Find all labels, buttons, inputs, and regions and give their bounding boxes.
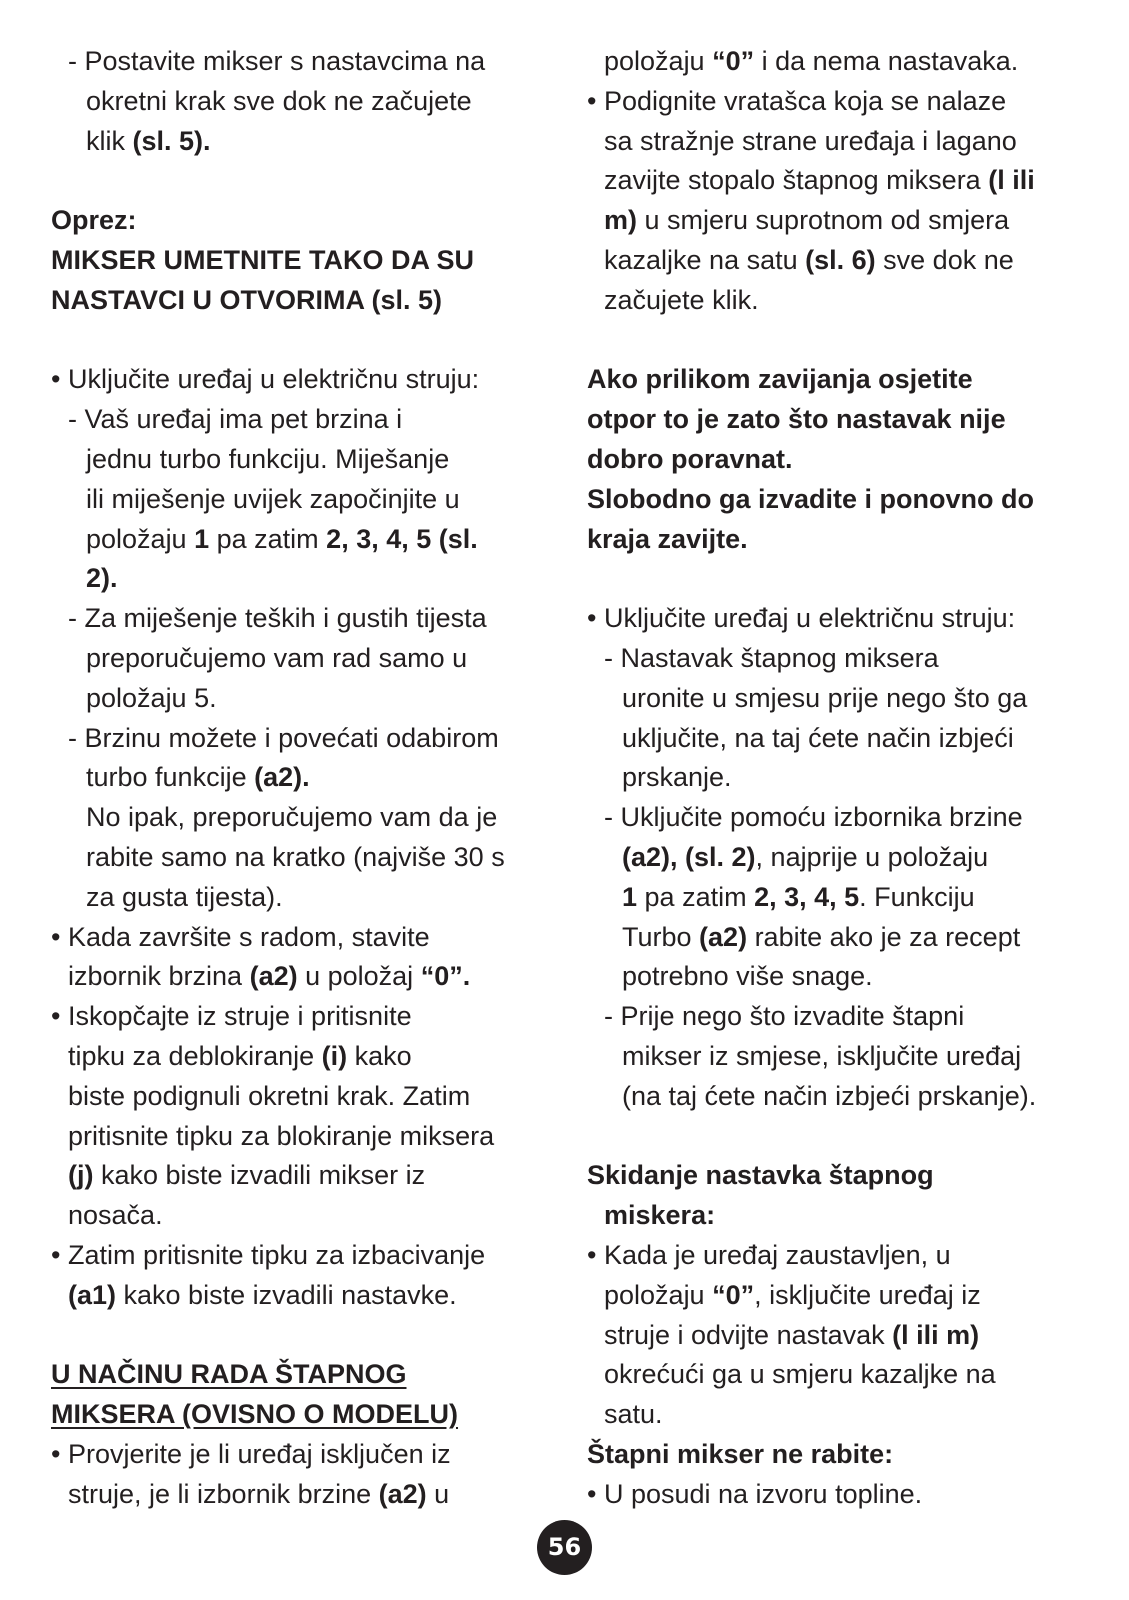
text-line xyxy=(51,400,551,440)
text-line xyxy=(587,997,1107,1037)
bold-text: (i) xyxy=(321,1040,348,1071)
bold-text: “0” xyxy=(712,1279,755,1310)
bold-text: Skidanje nastavka štapnog xyxy=(587,1160,934,1191)
bold-text: (a2). xyxy=(254,762,310,793)
text-line xyxy=(587,599,1107,639)
bold-text: 1 xyxy=(622,881,638,912)
text-line xyxy=(51,758,551,798)
text-run: klik xyxy=(86,125,133,156)
bold-text: m) xyxy=(604,205,637,236)
paragraph-spacer xyxy=(51,1316,551,1356)
text-run: okrećući ga u smjeru kazaljke na xyxy=(604,1359,996,1390)
text-run: Turbo xyxy=(622,921,700,952)
bold-text: (a2) xyxy=(699,921,748,952)
page-number-badge: 56 xyxy=(537,1520,592,1575)
text-run: zavijte stopalo štapnog miksera xyxy=(604,165,989,196)
text-run: za gusta tijesta). xyxy=(86,881,283,912)
text-line xyxy=(587,440,1107,480)
text-line xyxy=(51,1276,551,1316)
text-line xyxy=(51,1236,551,1276)
text-line xyxy=(587,1475,1107,1515)
text-line xyxy=(51,1117,551,1157)
text-line xyxy=(51,599,551,639)
text-run: položaju xyxy=(604,1279,713,1310)
text-line xyxy=(587,1236,1107,1276)
text-line xyxy=(51,122,551,162)
text-run: satu. xyxy=(604,1399,663,1430)
text-run: rabite samo na kratko (najviše 30 s xyxy=(86,841,505,872)
text-run: , najprije u položaju xyxy=(755,841,989,872)
text-run: mikser iz smjese, isključite uređaj xyxy=(622,1040,1022,1071)
text-line xyxy=(587,758,1107,798)
bold-text: 2). xyxy=(86,563,118,594)
text-line xyxy=(51,559,551,599)
text-run: biste podignuli okretni krak. Zatim xyxy=(68,1080,471,1111)
paragraph-spacer xyxy=(51,161,551,201)
bold-text: (a2) xyxy=(249,961,298,992)
text-line xyxy=(51,281,551,321)
text-run: preporučujemo vam rad samo u xyxy=(86,642,468,673)
text-run: u položaj xyxy=(297,961,421,992)
text-line xyxy=(51,42,551,82)
bold-text: (a2), (sl. 2) xyxy=(622,841,756,872)
bold-text: (sl. 5). xyxy=(132,125,211,156)
text-line xyxy=(587,82,1107,122)
text-run: - Vaš uređaj ima pet brzina i xyxy=(68,404,403,435)
text-run: pritisnite tipku za blokiranje miksera xyxy=(68,1120,495,1151)
text-run: kako biste izvadili mikser iz xyxy=(93,1160,426,1191)
text-line xyxy=(587,957,1107,997)
right-text-column xyxy=(587,42,1107,1514)
text-run: • Zatim pritisnite tipku za izbacivanje xyxy=(51,1239,486,1270)
bold-text: miskera: xyxy=(604,1200,716,1231)
text-run: prskanje. xyxy=(622,762,732,793)
text-line xyxy=(51,1196,551,1236)
text-line xyxy=(51,878,551,918)
text-run: kako xyxy=(347,1040,412,1071)
bold-text: (a1) xyxy=(68,1279,117,1310)
text-line xyxy=(51,440,551,480)
text-line xyxy=(587,639,1107,679)
bold-text: (l ili xyxy=(988,165,1035,196)
bold-text: 1 xyxy=(194,523,210,554)
text-run: sve dok ne xyxy=(875,244,1014,275)
text-run: . Funkciju xyxy=(859,881,975,912)
text-run: struje i odvijte nastavak xyxy=(604,1319,893,1350)
text-run: u smjeru suprotnom od smjera xyxy=(637,205,1010,236)
text-line xyxy=(51,679,551,719)
text-run: i da nema nastavaka. xyxy=(754,46,1019,76)
text-line xyxy=(587,1355,1107,1395)
text-line xyxy=(51,1037,551,1077)
text-line xyxy=(51,1156,551,1196)
text-run: - Uključite pomoću izbornika brzine xyxy=(604,802,1023,833)
text-run: • Uključite uređaj u električnu struju: xyxy=(587,603,1016,634)
text-line xyxy=(587,1435,1107,1475)
text-line xyxy=(51,798,551,838)
text-line xyxy=(51,480,551,520)
bold-text: (sl. 6) xyxy=(805,244,876,275)
bold-text: Štapni mikser ne rabite: xyxy=(587,1438,894,1469)
text-line xyxy=(51,82,551,122)
text-run: - Brzinu možete i povećati odabirom xyxy=(68,722,499,753)
text-line xyxy=(51,241,551,281)
bold-text: otpor to je zato što nastavak nije xyxy=(587,404,1006,435)
text-line xyxy=(51,957,551,997)
text-line xyxy=(51,1355,551,1395)
text-run: jednu turbo funkciju. Miješanje xyxy=(86,443,450,474)
text-run: uronite u smjesu prije nego što ga xyxy=(622,682,1028,713)
text-line xyxy=(587,1156,1107,1196)
text-run: pa zatim xyxy=(637,881,755,912)
text-run: • Provjerite je li uređaj isključen iz xyxy=(51,1438,451,1469)
bold-text: 2, 3, 4, 5 xyxy=(754,881,860,912)
text-run: • Uključite uređaj u električnu struju: xyxy=(51,364,480,395)
paragraph-spacer xyxy=(51,321,551,361)
text-line xyxy=(587,201,1107,241)
bold-text: “0”. xyxy=(420,961,471,992)
text-run: začujete klik. xyxy=(604,284,759,315)
bold-text: (j) xyxy=(68,1160,94,1191)
text-run: nosača. xyxy=(68,1200,163,1231)
text-line xyxy=(51,1435,551,1475)
text-line xyxy=(51,918,551,958)
text-line xyxy=(51,520,551,560)
text-line xyxy=(587,480,1107,520)
text-run: u xyxy=(426,1478,450,1509)
text-line xyxy=(587,878,1107,918)
text-line xyxy=(51,201,551,241)
text-line xyxy=(51,639,551,679)
text-line xyxy=(51,1395,551,1435)
text-line xyxy=(51,997,551,1037)
paragraph-spacer xyxy=(587,559,1107,599)
bold-text: (l ili m) xyxy=(892,1319,980,1350)
text-line xyxy=(587,42,1107,82)
text-run: ili miješenje uvijek započinjite u xyxy=(86,483,460,514)
text-run: No ipak, preporučujemo vam da je xyxy=(86,802,498,833)
left-text-column xyxy=(51,42,551,1514)
text-run: - Nastavak štapnog miksera xyxy=(604,642,939,673)
text-line xyxy=(587,1077,1107,1117)
text-line xyxy=(587,1196,1107,1236)
text-line xyxy=(51,838,551,878)
text-line xyxy=(51,719,551,759)
bold-text: MIKSER UMETNITE TAKO DA SU xyxy=(51,244,474,275)
text-run: kako biste izvadili nastavke. xyxy=(116,1279,457,1310)
bold-text: “0” xyxy=(712,46,755,76)
text-run: izbornik brzina xyxy=(68,961,250,992)
text-line xyxy=(587,1037,1107,1077)
bold-text: (a2) xyxy=(378,1478,427,1509)
bold-text: MIKSERA (OVISNO O MODELU) xyxy=(51,1399,459,1430)
text-line xyxy=(587,1316,1107,1356)
text-line xyxy=(587,838,1107,878)
text-run: • Kada je uređaj zaustavljen, u xyxy=(587,1239,951,1270)
bold-text: Ako prilikom zavijanja osjetite xyxy=(587,364,973,395)
text-line xyxy=(587,520,1107,560)
text-run: • U posudi na izvoru topline. xyxy=(587,1478,923,1509)
text-run: sa stražnje strane uređaja i lagano xyxy=(604,125,1017,156)
text-run: • Kada završite s radom, stavite xyxy=(51,921,430,952)
text-run: kazaljke na satu xyxy=(604,244,806,275)
text-run: - Postavite mikser s nastavcima na xyxy=(68,46,486,76)
bold-text: Oprez: xyxy=(51,205,137,236)
text-line xyxy=(587,241,1107,281)
paragraph-spacer xyxy=(587,321,1107,361)
bold-text: dobro poravnat. xyxy=(587,443,793,474)
text-run: pa zatim xyxy=(209,523,327,554)
bold-text: U NAČINU RADA ŠTAPNOG xyxy=(51,1359,407,1390)
text-line xyxy=(587,679,1107,719)
text-line xyxy=(587,400,1107,440)
text-line xyxy=(587,1276,1107,1316)
text-run: položaju 5. xyxy=(86,682,217,713)
text-run: tipku za deblokiranje xyxy=(68,1040,322,1071)
text-line xyxy=(51,360,551,400)
text-run: rabite ako je za recept xyxy=(747,921,1021,952)
bold-text: NASTAVCI U OTVORIMA (sl. 5) xyxy=(51,284,443,315)
text-line xyxy=(51,1077,551,1117)
text-run: položaju xyxy=(86,523,195,554)
text-line xyxy=(587,122,1107,162)
text-line xyxy=(587,918,1107,958)
text-line xyxy=(587,798,1107,838)
bold-text: 2, 3, 4, 5 (sl. xyxy=(326,523,478,554)
bold-text: Slobodno ga izvadite i ponovno do xyxy=(587,483,1034,514)
paragraph-spacer xyxy=(587,1117,1107,1157)
text-line xyxy=(587,1395,1107,1435)
text-run: (na taj ćete način izbjeći prskanje). xyxy=(622,1080,1037,1111)
text-line xyxy=(587,719,1107,759)
bold-text: kraja zavijte. xyxy=(587,523,748,554)
text-line xyxy=(51,1475,551,1515)
text-line xyxy=(587,161,1107,201)
text-run: • Iskopčajte iz struje i pritisnite xyxy=(51,1001,412,1032)
text-run: • Podignite vratašca koja se nalaze xyxy=(587,85,1007,116)
text-run: okretni krak sve dok ne začujete xyxy=(86,85,472,116)
text-run: uključite, na taj ćete način izbjeći xyxy=(622,722,1014,753)
text-run: položaju xyxy=(604,46,713,76)
text-line xyxy=(587,281,1107,321)
text-run: turbo funkcije xyxy=(86,762,255,793)
text-run: struje, je li izbornik brzine xyxy=(68,1478,379,1509)
text-run: , isključite uređaj iz xyxy=(754,1279,981,1310)
text-run: - Za miješenje teških i gustih tijesta xyxy=(68,603,487,634)
text-line xyxy=(587,360,1107,400)
text-run: potrebno više snage. xyxy=(622,961,873,992)
text-run: - Prije nego što izvadite štapni xyxy=(604,1001,965,1032)
